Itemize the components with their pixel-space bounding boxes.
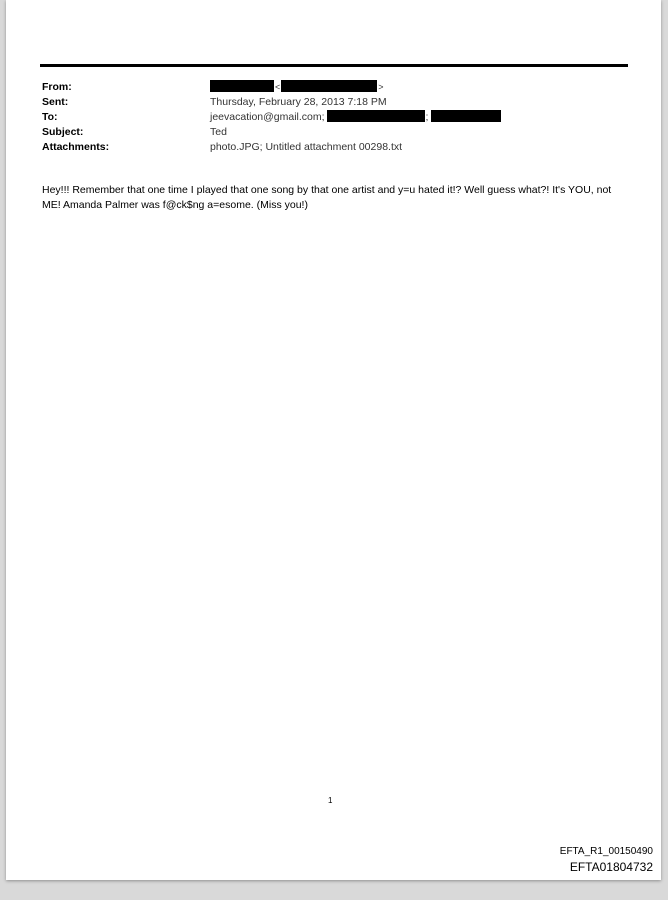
sent-value: Thursday, February 28, 2013 7:18 PM xyxy=(210,96,387,108)
to-label: To: xyxy=(42,111,58,123)
redaction-block xyxy=(210,80,274,92)
attachments-value: photo.JPG; Untitled attachment 00298.txt xyxy=(210,141,403,153)
redaction-block xyxy=(431,110,501,122)
bates-number-primary: EFTA_R1_00150490 xyxy=(559,846,653,857)
to-address: jeevacation@gmail.com; xyxy=(210,111,325,123)
redaction-block xyxy=(281,80,377,92)
sent-label: Sent: xyxy=(42,96,69,108)
attachments-label: Attachments: xyxy=(42,141,110,153)
document-page xyxy=(6,0,661,880)
email-body: Hey!!! Remember that one time I played that one song by that one artist and y=u hated it!? Well guess what?! It's YOU, not ME! Amanda Palmer was f@ck$ng a=esome. (Miss you!) xyxy=(42,184,612,211)
page-number: 1 xyxy=(328,796,333,805)
header-rule xyxy=(40,64,628,67)
to-value xyxy=(210,110,501,124)
redaction-block xyxy=(327,110,425,122)
from-label: From: xyxy=(42,81,72,93)
to-separator: ; xyxy=(425,111,429,123)
from-open-angle: < xyxy=(275,82,281,92)
from-value xyxy=(210,80,385,94)
subject-label: Subject: xyxy=(42,126,84,138)
bates-number-secondary: EFTA01804732 xyxy=(569,860,653,874)
from-close-angle: > xyxy=(378,82,384,92)
subject-value: Ted xyxy=(210,126,227,138)
